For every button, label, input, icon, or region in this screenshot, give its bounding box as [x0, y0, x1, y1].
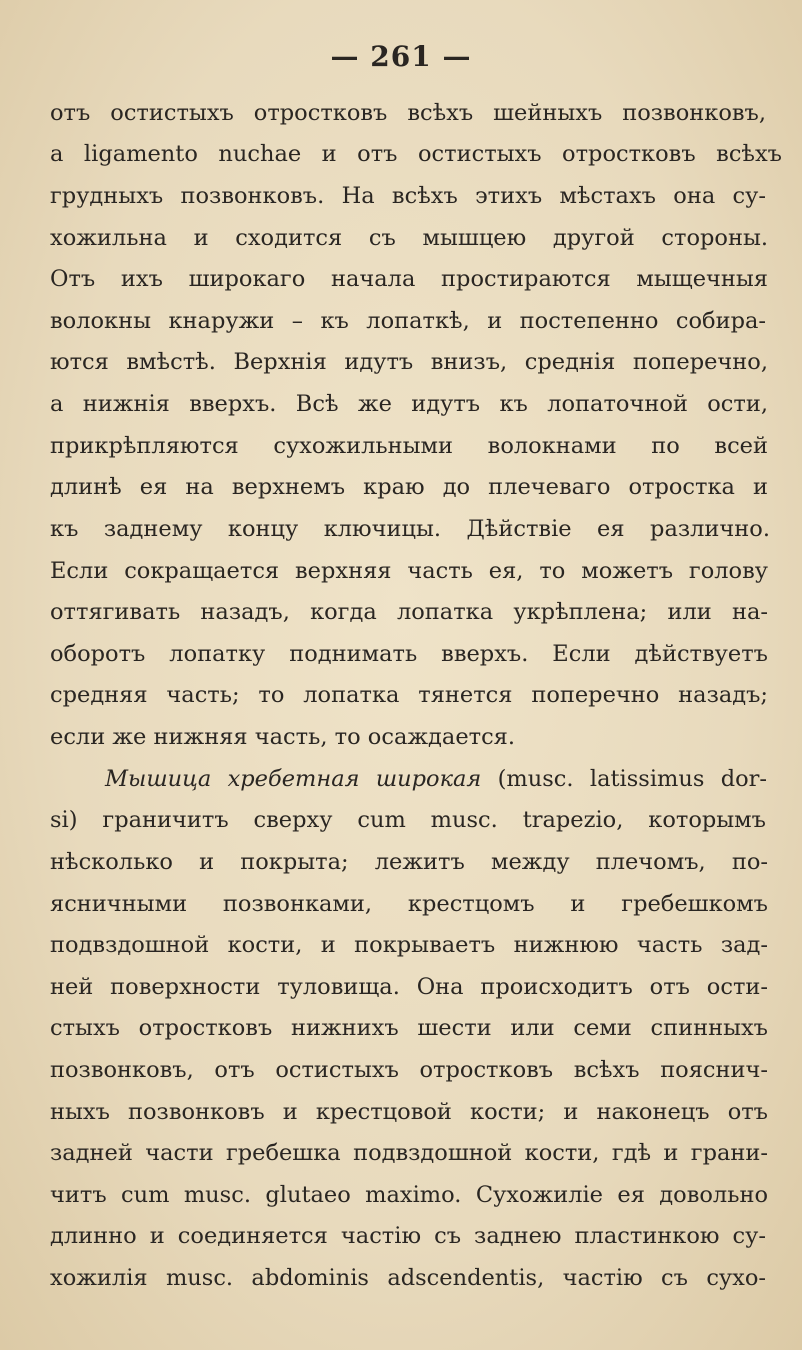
text-line: позвонковъ, отъ остистыхъ отростковъ всѣхъ пояснич-	[50, 1057, 768, 1083]
text-line: Если сокращается верхняя часть ея, то можетъ голову	[50, 558, 768, 584]
text-line: нѣсколько и покрыта; лежитъ между плечомъ, по-	[50, 849, 768, 875]
text-line: отъ остистыхъ отростковъ всѣхъ шейныхъ позвонковъ,	[50, 100, 766, 126]
text-line: къ заднему концу ключицы. Дѣйствіе ея различно.	[50, 516, 770, 542]
text-line: оттягивать назадъ, когда лопатка укрѣплена; или на-	[50, 599, 768, 625]
text-line: волокны кнаружи – къ лопаткѣ, и постепенно собира-	[50, 308, 766, 334]
text-line: если же нижняя часть, то осаждается.	[50, 724, 516, 750]
text-line: задней части гребешка подвздошной кости, гдѣ и грани-	[50, 1140, 768, 1166]
text-line: ней поверхности туловища. Она происходитъ отъ ости-	[50, 974, 768, 1000]
text-line-heading	[105, 764, 767, 794]
text-line: si) граничитъ сверху cum musc. trapezio, которымъ	[50, 807, 766, 833]
heading-line-rest: (musc. latissimus dor-	[497, 766, 768, 792]
text-line: длинно и соединяется частію съ заднею пластинкою су-	[50, 1223, 766, 1249]
text-line: Отъ ихъ широкаго начала простираются мыщечныя	[50, 266, 768, 292]
text-line: средняя часть; то лопатка тянется поперечно назадъ;	[50, 682, 768, 708]
text-line: a ligamento nuchae и отъ остистыхъ отростковъ всѣхъ	[50, 141, 782, 167]
text-line: хожильна и сходится съ мышцею другой стороны.	[50, 225, 768, 251]
text-line: грудныхъ позвонковъ. На всѣхъ этихъ мѣстахъ она су-	[50, 183, 766, 209]
section-heading: Мышица хребетная широкая	[105, 766, 482, 792]
text-line: ныхъ позвонковъ и крестцовой кости; и наконецъ отъ	[50, 1099, 768, 1125]
text-line: оборотъ лопатку поднимать вверхъ. Если дѣйствуетъ	[50, 641, 768, 667]
text-line: читъ cum musc. glutaeo maximo. Сухожиліе ея довольно	[50, 1182, 768, 1208]
text-line: ясничными позвонками, крестцомъ и гребешкомъ	[50, 891, 768, 917]
text-line: ются вмѣстѣ. Верхнія идутъ внизъ, среднія поперечно,	[50, 349, 768, 375]
text-line: подвздошной кости, и покрываетъ нижнюю часть зад-	[50, 932, 768, 958]
text-line: а нижнія вверхъ. Всѣ же идутъ къ лопаточной ости,	[50, 391, 768, 417]
text-line: хожилія musc. abdominis adscendentis, частію съ сухо-	[50, 1265, 766, 1291]
text-line: стыхъ отростковъ нижнихъ шести или семи спинныхъ	[50, 1015, 768, 1041]
text-line: длинѣ ея на верхнемъ краю до плечеваго отростка и	[50, 474, 768, 500]
page-number: — 261 —	[330, 40, 472, 73]
text-line: прикрѣпляются сухожильными волокнами по всей	[50, 433, 768, 459]
